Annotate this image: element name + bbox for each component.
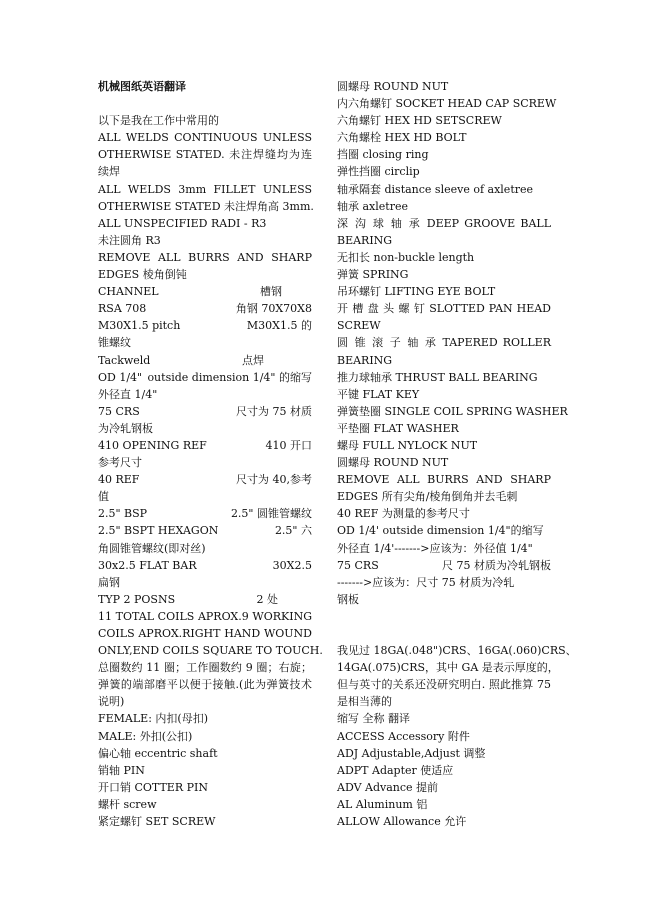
term-en: 2.5" BSP <box>98 507 148 521</box>
right-column <box>337 78 577 830</box>
text-line: 说明) <box>98 695 125 709</box>
term-cn: 2.5" 六 <box>274 524 312 538</box>
text-line <box>98 403 312 420</box>
text-line <box>337 608 551 625</box>
text-line: ADPT Adapter 使适应 <box>337 763 454 777</box>
term-cn: 尺寸为 40,参考 <box>236 473 312 487</box>
text-line: 六角螺栓 HEX HD BOLT <box>337 131 467 145</box>
text-line: 值 <box>98 490 109 504</box>
text-line: ALL UNSPECIFIED RADI - R3 <box>98 216 267 230</box>
text-line: 六角螺钉 HEX HD SETSCREW <box>337 114 502 128</box>
text-line: 螺母 FULL NYLOCK NUT <box>337 438 478 452</box>
text-line: 圆 锥 滚 子 轴 承 TAPERED ROLLER <box>337 336 551 350</box>
text-line: ALL WELDS 3mm FILLET UNLESS <box>98 182 312 196</box>
term-en: OD 1/4" <box>98 370 143 384</box>
term-cn: 2 处 <box>256 592 278 606</box>
text-line: 以下是我在工作中常用的 <box>98 114 219 128</box>
text-line: ALL WELDS CONTINUOUS UNLESS <box>98 131 312 145</box>
text-line: 为冷轧钢板 <box>98 421 153 435</box>
text-line: 扁钢 <box>98 575 120 589</box>
text-line: ADJ Adjustable,Adjust 调整 <box>337 746 486 760</box>
text-line: 40 REF 为测量的参考尺寸 <box>337 507 470 521</box>
text-line <box>98 300 312 317</box>
text-line: 是相当薄的 <box>337 695 392 709</box>
term-cn: 角钢 70X70X8 <box>235 302 312 316</box>
term-en: 75 CRS <box>337 558 379 572</box>
text-line <box>337 557 551 574</box>
term-en: 75 CRS <box>98 404 140 418</box>
term-cn: 30X2.5 <box>272 558 312 572</box>
text-line: SCREW <box>337 319 381 333</box>
term-cn: 2.5" 圆锥管螺纹 <box>230 507 312 521</box>
text-line: 角圆锥管螺纹(即对丝) <box>98 541 206 555</box>
text-line: 螺杆 screw <box>98 797 157 811</box>
term-cn: 尺 75 材质为冷轧钢板 <box>442 558 551 572</box>
text-line: 开 槽 盘 头 螺 钉 SLOTTED PAN HEAD <box>337 302 551 316</box>
text-line: 参考尺寸 <box>98 456 142 470</box>
term-en: RSA 708 <box>98 302 147 316</box>
text-line: 但与英寸的关系还没研究明白. 照此推算 75 <box>337 678 551 692</box>
text-line: 外径直 1/4'------->应该为：外径值 1/4" <box>337 541 533 555</box>
term-cn: 410 开口 <box>265 438 312 452</box>
text-line: EDGES 所有尖角/棱角倒角并去毛刺 <box>337 490 518 504</box>
text-line: 开口销 COTTER PIN <box>98 780 208 794</box>
term-cn: M30X1.5 的 <box>246 319 312 333</box>
text-line: ALLOW Allowance 允许 <box>337 815 467 829</box>
text-line: 总圈数约 11 圈；工作圈数约 9 圈；右旋； <box>98 661 312 675</box>
term-en: 30x2.5 FLAT BAR <box>98 558 197 572</box>
text-line: MALE: 外扣(公扣) <box>98 729 193 743</box>
term-cn: 点焊 <box>242 353 264 367</box>
text-line: 内六角螺钉 SOCKET HEAD CAP SCREW <box>337 97 557 111</box>
page-title: 机械图纸英语翻译 <box>98 80 186 93</box>
text-line: 圆螺母 ROUND NUT <box>337 80 449 93</box>
text-line: ------->应该为：尺寸 75 材质为冷轧 <box>337 575 515 589</box>
text-line <box>337 625 551 642</box>
term-cn: outside dimension 1/4" 的缩写 <box>147 370 312 384</box>
text-line: OTHERWISE STATED 未注焊角高 3mm. <box>98 199 314 213</box>
text-line: 弹簧 SPRING <box>337 268 409 282</box>
text-line: 偏心轴 eccentric shaft <box>98 746 218 760</box>
term-en: 40 REF <box>98 473 140 487</box>
text-line: FEMALE: 内扣(母扣) <box>98 712 208 726</box>
text-line: COILS APROX.RIGHT HAND WOUND <box>98 627 312 640</box>
text-line: 轴承 axletree <box>337 199 408 213</box>
text-line: 弹簧的端部磨平以便于接触.(此为弹簧技术 <box>98 678 312 692</box>
text-line: 挡圈 closing ring <box>337 148 429 162</box>
text-line: 14GA(.075)CRS，其中 GA 是表示厚度的， <box>337 661 559 675</box>
text-line: 紧定螺钉 SET SCREW <box>98 815 216 829</box>
text-line: OTHERWISE STATED. 未注焊缝均为连 <box>98 148 312 162</box>
term-en: Tackweld <box>98 353 151 367</box>
text-line: 缩写 全称 翻译 <box>337 712 410 726</box>
text-line: REMOVE ALL BURRS AND SHARP <box>98 250 312 264</box>
text-line <box>98 557 312 574</box>
text-line: AL Aluminum 铝 <box>337 797 428 811</box>
text-line: 吊环螺钉 LIFTING EYE BOLT <box>337 285 496 299</box>
text-line: BEARING <box>337 353 393 367</box>
text-line: 圆螺母 ROUND NUT <box>337 456 449 470</box>
text-line: 深 沟 球 轴 承 DEEP GROOVE BALL <box>337 216 551 230</box>
text-line: REMOVE ALL BURRS AND SHARP <box>337 473 551 487</box>
text-line: 11 TOTAL COILS APROX.9 WORKING <box>98 609 312 623</box>
text-line: 弹性挡圈 circlip <box>337 165 420 179</box>
text-line: 平垫圈 FLAT WASHER <box>337 421 459 435</box>
text-line: 钢板 <box>337 592 359 606</box>
text-line <box>98 95 312 112</box>
text-line <box>98 471 312 488</box>
text-line <box>98 317 312 334</box>
text-line: 续焊 <box>98 165 120 179</box>
text-line: 平键 FLAT KEY <box>337 387 420 401</box>
term-en: CHANNEL <box>98 285 159 299</box>
text-line <box>98 352 312 369</box>
text-line <box>98 283 312 300</box>
text-line <box>98 522 312 539</box>
term-cn: 尺寸为 75 材质 <box>236 404 312 418</box>
term-en: 410 OPENING REF <box>98 438 207 452</box>
term-en: 2.5" BSPT HEXAGON <box>98 524 219 538</box>
term-en: TYP 2 POSNS <box>98 592 176 606</box>
text-line <box>98 369 312 386</box>
left-column <box>98 78 323 830</box>
text-line: 弹簧垫圈 SINGLE COIL SPRING WASHER <box>337 404 568 418</box>
text-line: ACCESS Accessory 附件 <box>337 729 470 743</box>
text-line: 未注圆角 R3 <box>98 233 161 247</box>
text-line: ONLY,END COILS SQUARE TO TOUCH. <box>98 644 323 658</box>
text-line: OD 1/4' outside dimension 1/4"的缩写 <box>337 524 544 538</box>
text-line <box>98 437 312 454</box>
term-cn: 槽钢 <box>260 285 282 299</box>
text-line: EDGES 棱角倒钝 <box>98 268 187 282</box>
text-line <box>98 505 312 522</box>
text-line: 外径直 1/4" <box>98 387 158 401</box>
text-line: ADV Advance 提前 <box>337 780 439 794</box>
text-line: 轴承隔套 distance sleeve of axletree <box>337 182 534 196</box>
text-line: 无扣长 non-buckle length <box>337 250 475 264</box>
text-line <box>98 591 312 608</box>
text-line: 推力球轴承 THRUST BALL BEARING <box>337 370 538 384</box>
text-line: BEARING <box>337 233 393 247</box>
text-line: 锥螺纹 <box>98 336 131 350</box>
text-line: 销轴 PIN <box>98 763 145 777</box>
text-line: 我见过 18GA(.048")CRS、16GA(.060)CRS、 <box>337 644 577 658</box>
term-en: M30X1.5 pitch <box>98 319 181 333</box>
